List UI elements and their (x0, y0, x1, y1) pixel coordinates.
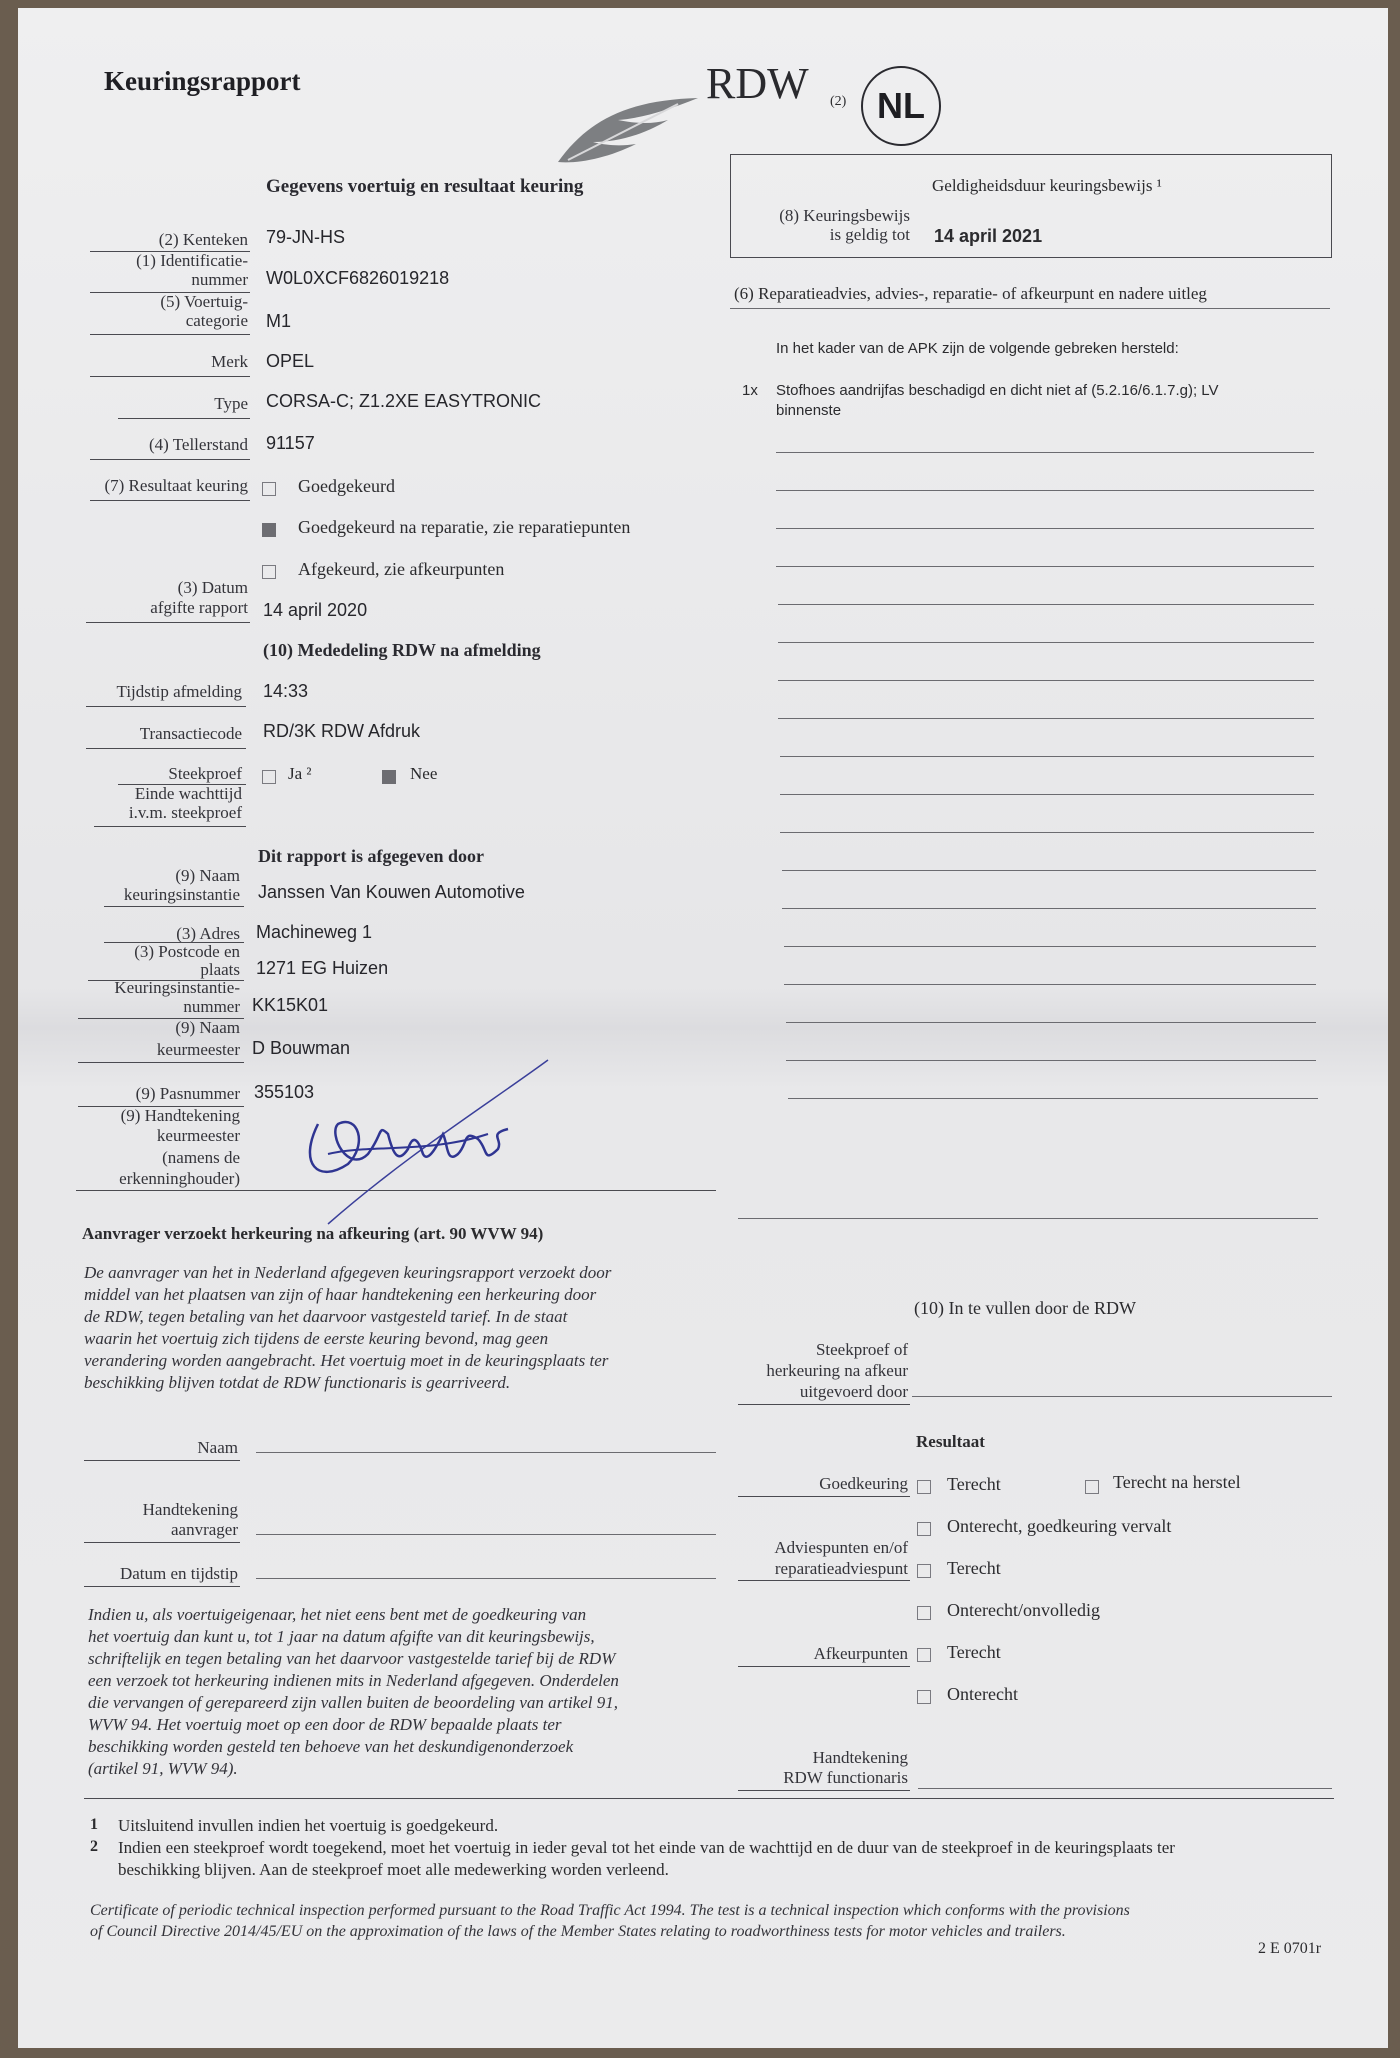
objection-text-2: het voertuig dan kunt u, tot 1 jaar na datum afgifte van dit keuringsbewijs, (88, 1627, 595, 1646)
objection-text-6: WVW 94. Het voertuig moet op een door de RDW bepaalde plaats ter (88, 1715, 562, 1734)
pasnummer-label: (9) Pasnummer (135, 1084, 240, 1103)
cat-label-2: categorie (185, 311, 248, 330)
herkeuring-text-2: middel van het plaatsen van zijn of haar handtekening een herkeuring door (84, 1285, 597, 1304)
type-value: CORSA-C; Z1.2XE EASYTRONIC (266, 391, 542, 411)
objection-text-3: schriftelijk en tegen betaling van het daarvoor vastgestelde tarief bij de RDW (88, 1649, 616, 1668)
kenteken-value: 79-JN-HS (266, 227, 346, 247)
date-value: 14 april 2020 (263, 600, 368, 620)
advies-onvolledig-checkbox[interactable] (917, 1606, 931, 1620)
result-option-reparatie: Goedgekeurd na reparatie, zie reparatiepunten (298, 517, 631, 537)
id-value: W0L0XCF6826019218 (266, 268, 450, 288)
country-ref: (2) (830, 94, 847, 109)
rdw-steek-label-3: uitgevoerd door (799, 1382, 908, 1401)
teller-value: 91157 (266, 433, 315, 453)
wachttijd-label-2: i.v.m. steekproef (128, 803, 242, 822)
date-label-1: (3) Datum (177, 578, 248, 597)
steekproef-nee-checkbox[interactable] (382, 770, 396, 784)
certificate-text-2: of Council Directive 2014/45/EU on the approximation of the laws of the Member States relating to roadworthiness tests for motor vehicles and trailers. (90, 1923, 1066, 1940)
rdw-advies-label-1: Adviespunten en/of (774, 1538, 908, 1557)
vehicle-section-heading: Gegevens voertuig en resultaat keuring (266, 176, 584, 197)
validity-value: 14 april 2021 (934, 226, 1043, 246)
afkeur-onterecht-label: Onterecht (947, 1684, 1018, 1704)
issuer-naam-value: Janssen Van Kouwen Automotive (258, 882, 525, 902)
result-option-afgekeurd: Afgekeurd, zie afkeurpunten (298, 559, 505, 579)
footnote-2-text-a: Indien een steekproef wordt toegekend, moet het voertuig in ieder geval tot het einde van de wachttijd en de duur van de steekproef in de keuringsplaats ter (118, 1838, 1175, 1857)
goedkeuring-terecht-label: Terecht (947, 1474, 1001, 1494)
rdw-afkeur-label: Afkeurpunten (813, 1644, 908, 1663)
advies-onvolledig-label: Onterecht/onvolledig (947, 1600, 1100, 1620)
steekproef-nee-label: Nee (410, 764, 438, 783)
adres-label: (3) Adres (176, 924, 240, 943)
trans-value: RD/3K RDW Afdruk (263, 721, 421, 741)
date-label-2: afgifte rapport (150, 598, 248, 617)
goedkeuring-terecht-checkbox[interactable] (917, 1480, 931, 1494)
sig-label-3: (namens de (162, 1148, 240, 1167)
result-option-goedgekeurd: Goedgekeurd (298, 476, 395, 496)
rdw-steek-label-1: Steekproef of (815, 1340, 908, 1359)
steekproef-ja-checkbox[interactable] (262, 770, 276, 784)
aanvrager-datum-label: Datum en tijdstip (119, 1564, 238, 1583)
wachttijd-label-1: Einde wachttijd (134, 784, 242, 803)
country-badge: NL (861, 66, 941, 146)
keurmeester-signature (288, 1054, 568, 1234)
result-checkbox-afgekeurd[interactable] (262, 565, 276, 579)
pasnummer-value: 355103 (254, 1082, 315, 1102)
footnote-2-text-b: beschikking blijven. Aan de steekproef moet alle medewerking worden verleend. (118, 1860, 669, 1879)
sig-label-4: erkenninghouder) (119, 1169, 240, 1188)
afkeur-terecht-label: Terecht (947, 1642, 1001, 1662)
instantienummer-label-2: nummer (183, 997, 240, 1016)
time-value: 14:33 (263, 681, 309, 701)
keurmeester-label-1: (9) Naam (175, 1018, 240, 1037)
merk-value: OPEL (266, 351, 315, 371)
postcode-value: 1271 EG Huizen (256, 958, 389, 978)
issuer-naam-label-1: (9) Naam (175, 866, 240, 885)
objection-text-8: (artikel 91, WVW 94). (88, 1759, 238, 1778)
aanvrager-hand-field[interactable] (256, 1534, 716, 1535)
validity-label-1: (8) Keuringsbewijs (779, 206, 910, 225)
repair-line-2: binnenste (776, 402, 842, 419)
merk-label: Merk (211, 352, 248, 371)
repair-intro: In het kader van de APK zijn de volgende gebreken hersteld: (776, 340, 1179, 357)
rdw-notice-heading: (10) Mededeling RDW na afmelding (263, 640, 541, 660)
teller-label: (4) Tellerstand (148, 435, 248, 454)
rdw-resultaat-heading: Resultaat (916, 1432, 985, 1451)
goedkeuring-vervalt-label: Onterecht, goedkeuring vervalt (947, 1516, 1172, 1536)
rdw-steek-label-2: herkeuring na afkeur (766, 1361, 908, 1380)
result-checkbox-reparatie[interactable] (262, 523, 276, 537)
afkeur-terecht-checkbox[interactable] (917, 1648, 931, 1662)
steekproef-label: Steekproef (168, 764, 242, 783)
cat-value: M1 (266, 311, 292, 331)
result-checkbox-goedgekeurd[interactable] (262, 482, 276, 496)
objection-text-1: Indien u, als voertuigeigenaar, het niet eens bent met de goedkeuring van (88, 1605, 587, 1624)
rdw-steek-field[interactable] (912, 1396, 1332, 1397)
instantienummer-label-1: Keuringsinstantie- (114, 978, 240, 997)
id-label-2: nummer (191, 270, 248, 289)
rdw-hand-field[interactable] (918, 1788, 1332, 1789)
repair-heading: (6) Reparatieadvies, advies-, reparatie- of afkeurpunt en nadere uitleg (734, 284, 1207, 303)
sig-label-2: keurmeester (156, 1126, 240, 1145)
footnote-1-number: 1 (90, 1816, 98, 1833)
objection-text-5: die vervangen of gerepareerd zijn vallen buiten de beoordeling van artikel 91, (88, 1693, 619, 1712)
postcode-label-1: (3) Postcode en (134, 942, 240, 961)
id-label-1: (1) Identificatie- (136, 251, 248, 270)
herkeuring-text-1: De aanvrager van het in Nederland afgegeven keuringsrapport verzoekt door (84, 1263, 612, 1282)
footnote-1-text: Uitsluitend invullen indien het voertuig is goedgekeurd. (118, 1816, 499, 1835)
kenteken-label: (2) Kenteken (158, 230, 248, 249)
footnote-2-number: 2 (90, 1838, 98, 1855)
form-code: 2 E 0701r (1258, 1940, 1322, 1957)
herkeuring-text-3: de RDW, tegen betaling van het daarvoor vastgesteld tarief. In de staat (84, 1307, 568, 1326)
advies-terecht-checkbox[interactable] (917, 1564, 931, 1578)
objection-text-4: een verzoek tot herkeuring indienen mits in Nederland afgegeven. Onderdelen (88, 1671, 619, 1690)
keurmeester-value: D Bouwman (252, 1038, 351, 1058)
time-label: Tijdstip afmelding (116, 682, 242, 701)
keurmeester-label-2: keurmeester (156, 1040, 240, 1059)
sig-label-1: (9) Handtekening (120, 1106, 240, 1125)
issuer-naam-label-2: keuringsinstantie (123, 885, 240, 904)
rdw-hand-label-1: Handtekening (812, 1748, 908, 1767)
aanvrager-hand-label-2: aanvrager (170, 1520, 238, 1539)
aanvrager-naam-label: Naam (197, 1438, 238, 1457)
repair-line-1: Stofhoes aandrijfas beschadigd en dicht niet af (5.2.16/6.1.7.g); LV (776, 382, 1219, 399)
footnote-divider (84, 1798, 1334, 1799)
cat-label-1: (5) Voertuig- (160, 292, 248, 311)
herkeuring-text-5: verandering worden aangebracht. Het voertuig moet in de keuringsplaats ter (84, 1351, 609, 1370)
advies-terecht-label: Terecht (947, 1558, 1001, 1578)
aanvrager-datum-field[interactable] (256, 1578, 716, 1579)
aanvrager-hand-label-1: Handtekening (142, 1500, 238, 1519)
type-label: Type (214, 394, 248, 413)
result-label: (7) Resultaat keuring (104, 476, 248, 495)
repair-qty: 1x (742, 382, 758, 399)
goedkeuring-vervalt-checkbox[interactable] (917, 1522, 931, 1536)
rdw-hand-label-2: RDW functionaris (783, 1768, 908, 1787)
herkeuring-text-4: waarin het voertuig zich tijdens de eerste keuring bevond, mag geen (84, 1329, 549, 1348)
herkeuring-text-6: beschikking blijven totdat de RDW functionaris is gearriveerd. (84, 1373, 511, 1392)
document-page (18, 8, 1388, 2048)
herkeuring-heading: Aanvrager verzoekt herkeuring na afkeuring (art. 90 WVW 94) (82, 1224, 544, 1243)
aanvrager-naam-field[interactable] (256, 1452, 716, 1453)
adres-value: Machineweg 1 (256, 922, 373, 942)
validity-label-2: is geldig tot (829, 225, 910, 244)
goedkeuring-herstel-label: Terecht na herstel (1113, 1472, 1241, 1492)
rdw-advies-label-2: reparatieadviespunt (774, 1559, 908, 1578)
rdw-goedkeuring-label: Goedkeuring (819, 1474, 908, 1493)
issuer-heading: Dit rapport is afgegeven door (258, 846, 484, 866)
postcode-label-2: plaats (200, 960, 240, 979)
rdw-fill-heading: (10) In te vullen door de RDW (914, 1298, 1136, 1318)
trans-label: Transactiecode (139, 724, 242, 743)
rdw-wordmark: RDW (706, 59, 809, 108)
rdw-logo-icon (548, 80, 708, 170)
certificate-text-1: Certificate of periodic technical inspection performed pursuant to the Road Traffic Act 1994. The test is a technical inspection which conforms with the provisions (90, 1902, 1130, 1919)
objection-text-7: beschikking worden gesteld ten behoeve van het deskundigenonderzoek (88, 1737, 574, 1756)
steekproef-ja-label: Ja ² (288, 764, 312, 783)
validity-title: Geldigheidsduur keuringsbewijs ¹ (932, 176, 1162, 195)
afkeur-onterecht-checkbox[interactable] (917, 1690, 931, 1704)
document-title: Keuringsrapport (104, 66, 301, 96)
instantienummer-value: KK15K01 (252, 995, 329, 1015)
goedkeuring-herstel-checkbox[interactable] (1085, 1480, 1099, 1494)
